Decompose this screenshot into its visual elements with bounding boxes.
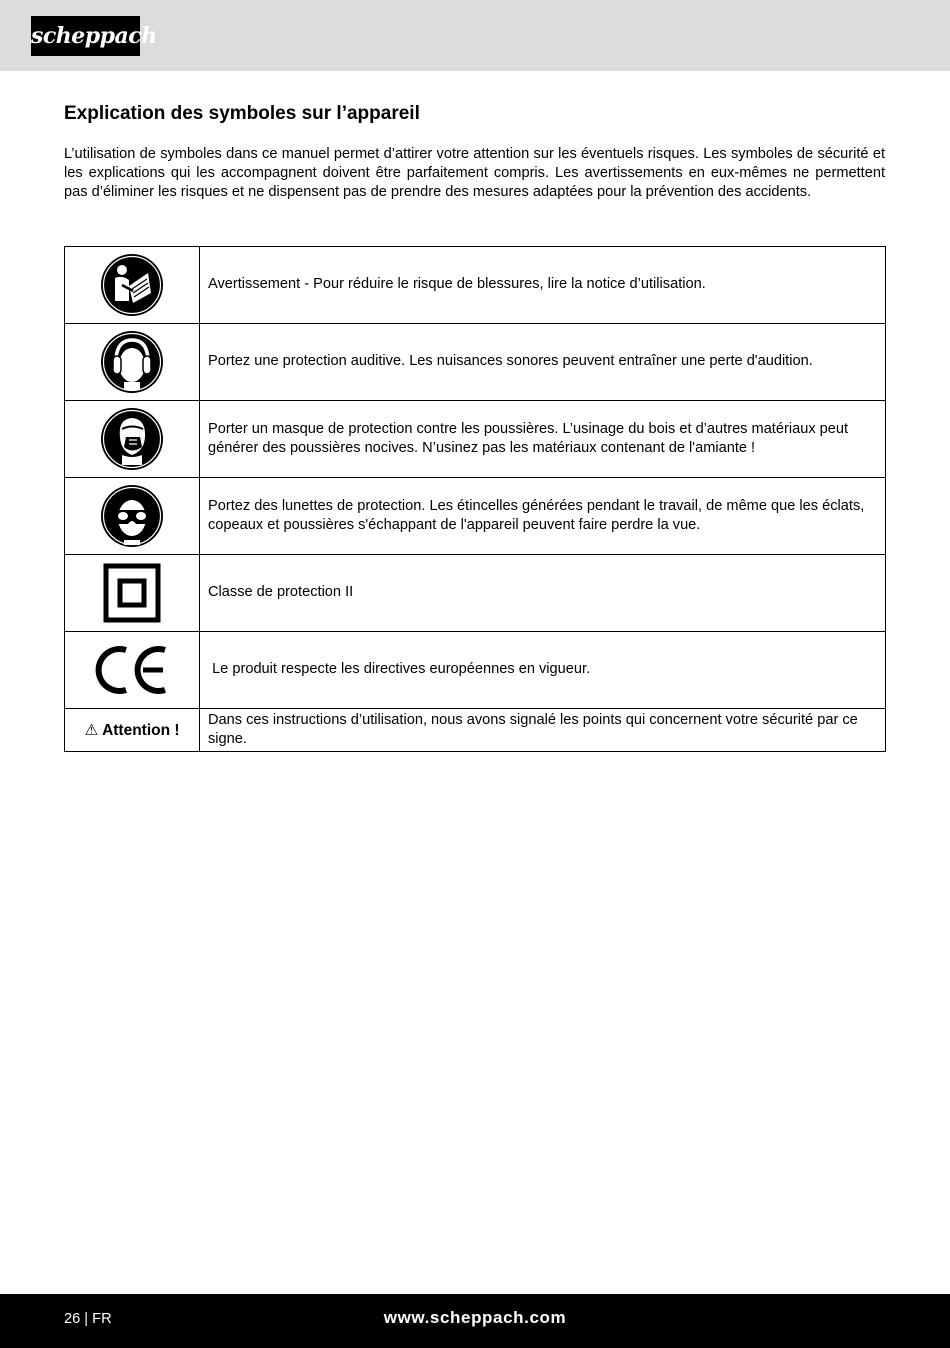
- scheppach-logo: scheppach: [31, 16, 140, 56]
- attention-description: Dans ces instructions d’utilisation, nous avons signalé les points qui concernent votre sécurité par ce signe.: [200, 709, 886, 752]
- symbol-row: [65, 401, 886, 478]
- read-manual-icon: [100, 253, 164, 317]
- footer-separator: |: [84, 1311, 89, 1327]
- symbol-row: [65, 247, 886, 324]
- attention-row: [65, 709, 886, 752]
- protection-class-ii-icon: [103, 563, 161, 623]
- language-code: FR: [92, 1311, 112, 1327]
- dust-mask-icon: [100, 407, 164, 471]
- intro-paragraph: L’utilisation de symboles dans ce manuel permet d’attirer votre attention sur les éventuels risques. Les symboles de sécurité et les explications qui les accompagnent doivent être parfaitement compris. Les avertissements en eux-mêmes ne permettent pas d’éliminer les risques et ne dispensent pas de prendre des mesures adaptées pour la prévention des accidents.: [64, 146, 885, 201]
- symbol-row: [65, 632, 886, 709]
- symbol-description: Avertissement - Pour réduire le risque de blessures, lire la notice d’utilisation.: [200, 247, 886, 324]
- ce-mark-icon: [95, 642, 169, 698]
- symbol-row: [65, 324, 886, 401]
- symbols-table: [64, 246, 886, 752]
- symbol-description: Portez une protection auditive. Les nuisances sonores peuvent entraîner une perte d'audition.: [200, 324, 886, 401]
- ear-protection-icon: [100, 330, 164, 394]
- page-number: 26: [64, 1311, 81, 1327]
- page-title: Explication des symboles sur l’appareil: [64, 103, 420, 124]
- symbol-description: Portez des lunettes de protection. Les étincelles générées pendant le travail, de même que les éclats, copeaux et poussières s'échappant de l'appareil peuvent faire perdre la vue.: [200, 478, 886, 555]
- page-header: [0, 0, 950, 71]
- attention-label: [84, 722, 179, 739]
- symbol-description: Le produit respecte les directives européennes en vigueur.: [200, 632, 886, 709]
- page-footer: [0, 1294, 950, 1348]
- safety-goggles-icon: [100, 484, 164, 548]
- symbol-row: [65, 478, 886, 555]
- symbol-description: Porter un masque de protection contre les poussières. L’usinage du bois et d’autres matériaux peut générer des poussières nocives. N’usinez pas les matériaux contenant de l'amiante !: [200, 401, 886, 478]
- website-url: www.scheppach.com: [383, 1308, 567, 1327]
- attention-text-label: Attention !: [102, 721, 180, 739]
- symbol-row: [65, 555, 886, 632]
- symbol-description: Classe de protection II: [200, 555, 886, 632]
- warning-triangle-icon: ⚠: [84, 721, 99, 739]
